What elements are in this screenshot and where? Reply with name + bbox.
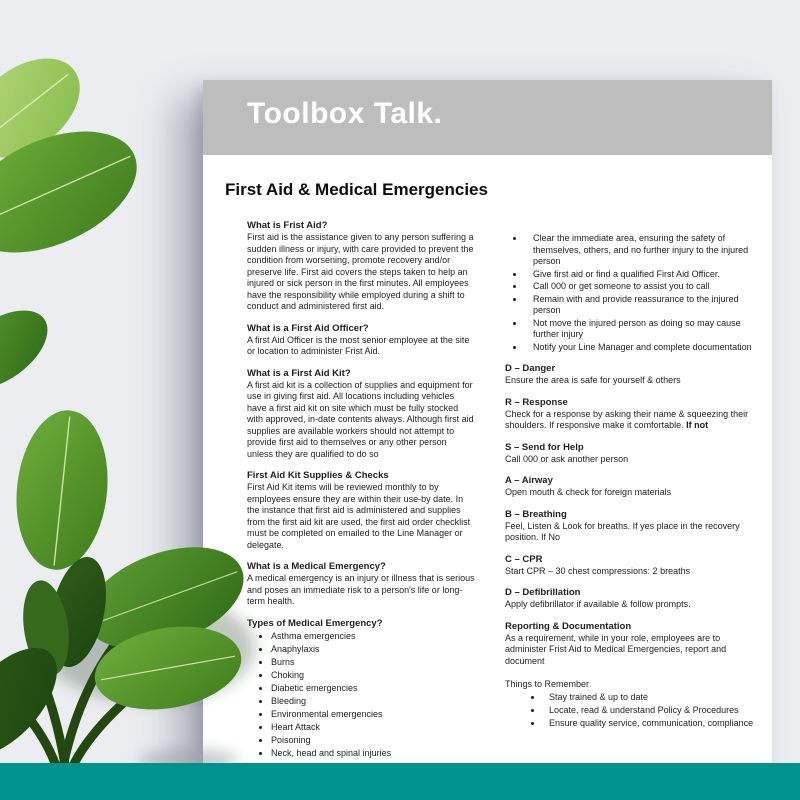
block-heading: D – Defibrillation bbox=[505, 587, 581, 598]
block-defibrillation bbox=[505, 587, 762, 611]
block-body-text: Check for a response by asking their name & squeezing their shoulders. If responsive make it comfortable. bbox=[505, 408, 749, 430]
list-item: • Locate, read & understand Policy & Procedures bbox=[543, 705, 762, 717]
block-body-text: Start CPR – 30 chest compressions: 2 breaths bbox=[505, 565, 691, 576]
list-item: • Bleeding bbox=[271, 696, 475, 708]
section-heading: What is a First Aid Kit? bbox=[247, 367, 351, 379]
section-body: First Aid Kit items will be reviewed monthly to by employees ensure they are within their use-by date. In the instance that first aid is administered and supplies from the first aid kit are used, the first aid order checklist must be completed on emailed to the Line Manager or delegate. bbox=[247, 482, 471, 550]
block-body bbox=[505, 599, 762, 611]
block-reporting-documentation bbox=[505, 621, 762, 668]
list-item: • Choking bbox=[271, 670, 475, 682]
section-body: First aid is the assistance given to any person suffering a sudden illness or injury, with care provided to prevent the condition from worsening, promote recovery and/or preserve life. First aid covers the steps taken to help an injured or sick person in the first minutes. All employees have the responsibility while employed during a shift to conduct and administered first aid. bbox=[247, 232, 474, 311]
emergency-types-list bbox=[247, 631, 475, 760]
section-heading: What is a First Aid Officer? bbox=[247, 322, 369, 334]
section-heading: What is a Medical Emergency? bbox=[247, 561, 386, 572]
block-heading: D – Danger bbox=[505, 363, 556, 374]
block-body bbox=[505, 521, 762, 544]
section-body: A first aid kit is a collection of supplies and equipment for use in giving first aid. All locations including vehicles have a first aid kit on site which must be fully stocked with approved, in-date contents always. Although first aid supplies are available workers should not attempt to provide first aid to themselves or any other person unless they are qualified to do so bbox=[247, 379, 474, 459]
block-heading: R – Response bbox=[505, 396, 568, 408]
block-body-text: Open mouth & check for foreign materials bbox=[505, 487, 672, 497]
document-page bbox=[203, 80, 772, 800]
list-item: • Asthma emergencies bbox=[271, 631, 475, 643]
block-heading: Reporting & Documentation bbox=[505, 620, 632, 632]
block-cpr bbox=[505, 554, 762, 578]
list-item: • Heart Attack bbox=[271, 722, 475, 734]
block-body-text: Apply defibrillator if available & follow prompts. bbox=[505, 599, 691, 609]
block-body-bold-text: If not bbox=[686, 420, 709, 430]
list-item: • Environmental emergencies bbox=[271, 709, 475, 721]
section-body: A medical emergency is an injury or illness that is serious and poses an immediate risk to a person's life or long-term health. bbox=[247, 573, 475, 606]
block-airway bbox=[505, 475, 762, 499]
things-to-remember-heading: Things to Remember bbox=[505, 679, 590, 689]
block-body bbox=[505, 566, 762, 578]
list-item: • Stay trained & up to date bbox=[543, 692, 762, 704]
block-body bbox=[505, 409, 762, 432]
block-heading: C – CPR bbox=[505, 553, 543, 565]
section-types-of-emergency bbox=[247, 618, 475, 760]
section-heading: Types of Medical Emergency? bbox=[247, 617, 383, 629]
list-item: • Poisoning bbox=[271, 735, 475, 747]
section-heading: First Aid Kit Supplies & Checks bbox=[247, 470, 389, 481]
list-item: • Ensure quality service, communication, compliance bbox=[543, 718, 762, 730]
section-first-aid-officer bbox=[247, 323, 475, 358]
list-item: • Give first aid or find a qualified First Aid Officer. bbox=[525, 269, 762, 281]
things-to-remember-list bbox=[505, 692, 762, 730]
block-send-for-help bbox=[505, 442, 762, 466]
list-item: • Neck, head and spinal injuries bbox=[271, 748, 475, 760]
block-heading: B – Breathing bbox=[505, 508, 567, 520]
block-body-text: Ensure the area is safe for yourself & others bbox=[505, 375, 681, 385]
list-item: • Notify your Line Manager and complete documentation bbox=[525, 342, 762, 354]
section-kit-supplies-checks bbox=[247, 470, 475, 551]
brand-title: Toolbox Talk. bbox=[247, 96, 443, 130]
list-item: • Clear the immediate area, ensuring the safety of themselves, others, and no further injury to the injured person bbox=[525, 233, 762, 268]
block-body bbox=[505, 454, 762, 466]
page-header-band bbox=[203, 80, 772, 155]
block-body-text: Feel, Listen & Look for breaths. If yes place in the recovery position. If No bbox=[505, 520, 740, 542]
section-what-is-first-aid bbox=[247, 220, 475, 313]
block-body bbox=[505, 487, 762, 499]
block-breathing bbox=[505, 509, 762, 544]
section-medical-emergency bbox=[247, 561, 475, 608]
block-body bbox=[505, 375, 762, 387]
list-item: • Diabetic emergencies bbox=[271, 683, 475, 695]
block-body bbox=[505, 633, 762, 668]
block-response bbox=[505, 397, 762, 432]
left-column bbox=[247, 220, 475, 769]
block-body-text: As a requirement, while in your role, employees are to administer Frist Aid to Medical Emergencies, report and document bbox=[505, 632, 727, 666]
footer-accent-bar bbox=[0, 763, 800, 800]
plant-image bbox=[0, 0, 270, 800]
block-heading: S – Send for Help bbox=[505, 441, 584, 453]
page-body bbox=[203, 200, 772, 769]
page-title: First Aid & Medical Emergencies bbox=[225, 180, 488, 199]
list-item: • Anaphylaxis bbox=[271, 644, 475, 656]
list-item: • Not move the injured person as doing so may cause further injury bbox=[525, 318, 762, 341]
list-item: • Remain with and provide reassurance to the injured person bbox=[525, 294, 762, 317]
emergency-response-list bbox=[505, 233, 762, 353]
list-item: • Call 000 or get someone to assist you to call bbox=[525, 281, 762, 293]
right-column bbox=[505, 220, 762, 769]
block-body-text: Call 000 or ask another person bbox=[505, 453, 629, 464]
list-item: • Burns bbox=[271, 657, 475, 669]
section-body: A first Aid Officer is the most senior employee at the site or location to administer Frist Aid. bbox=[247, 334, 470, 356]
block-heading: A – Airway bbox=[505, 475, 553, 486]
section-first-aid-kit bbox=[247, 368, 475, 461]
block-danger bbox=[505, 363, 762, 387]
section-heading: What is Frist Aid? bbox=[247, 220, 328, 231]
